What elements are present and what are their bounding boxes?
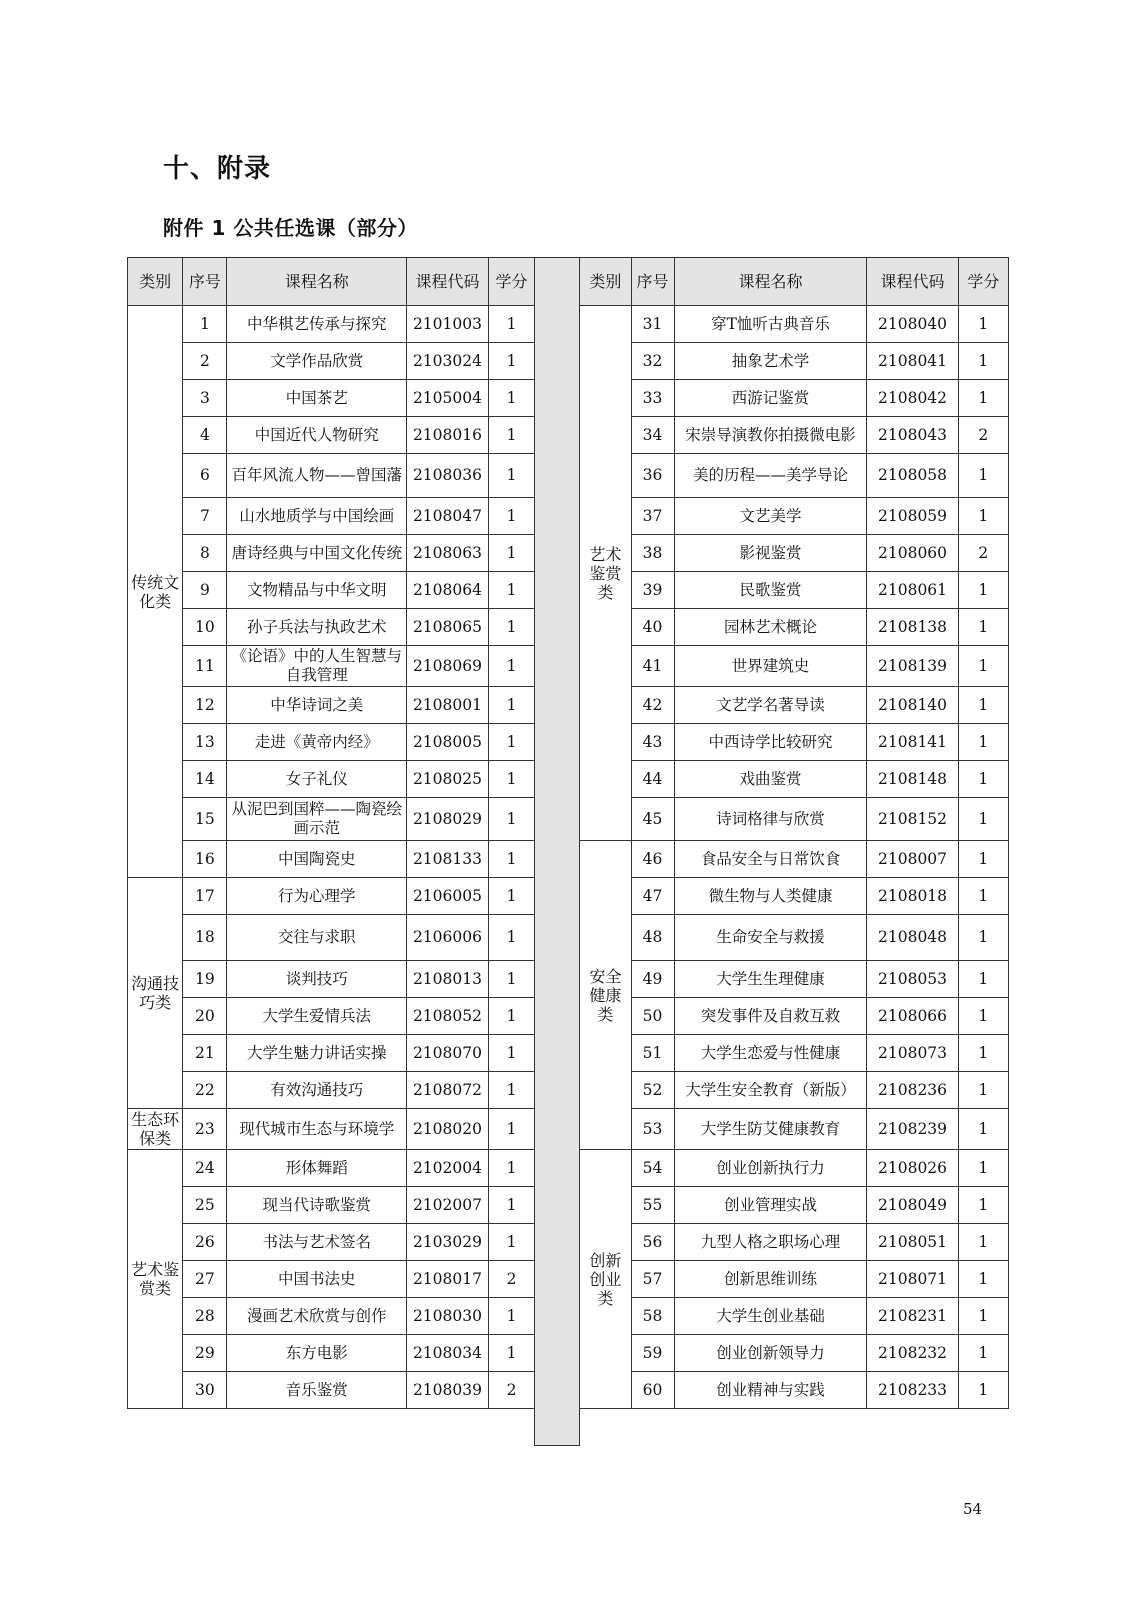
right-course-name: 宋崇导演教你拍摄微电影 <box>674 417 867 454</box>
left-course-code: 2108064 <box>406 572 488 609</box>
left-course-code: 2108072 <box>406 1072 488 1109</box>
right-course-name: 创业创新执行力 <box>674 1150 867 1187</box>
right-course-no: 55 <box>631 1187 674 1224</box>
left-course-code: 2108030 <box>406 1298 488 1335</box>
right-course-credit: 1 <box>958 306 1008 343</box>
left-course-code: 2102007 <box>406 1187 488 1224</box>
left-course-credit: 1 <box>488 1187 534 1224</box>
left-course-credit: 1 <box>488 915 534 961</box>
right-course-no: 49 <box>631 961 674 998</box>
left-course-credit: 1 <box>488 380 534 417</box>
left-course-code: 2108029 <box>406 798 488 841</box>
left-course-code: 2108001 <box>406 687 488 724</box>
right-course-credit: 1 <box>958 454 1008 498</box>
left-course-name: 孙子兵法与执政艺术 <box>227 609 406 646</box>
left-course-no: 21 <box>183 1035 227 1072</box>
left-course-credit: 1 <box>488 841 534 878</box>
left-course-no: 7 <box>183 498 227 535</box>
left-course-code: 2102004 <box>406 1150 488 1187</box>
left-course-no: 27 <box>183 1261 227 1298</box>
table-header-row <box>128 258 1009 306</box>
right-course-code: 2108140 <box>867 687 958 724</box>
left-course-name: 唐诗经典与中国文化传统 <box>227 535 406 572</box>
right-course-code: 2108231 <box>867 1298 958 1335</box>
left-course-no: 23 <box>183 1109 227 1150</box>
right-course-name: 突发事件及自救互救 <box>674 998 867 1035</box>
right-course-no: 44 <box>631 761 674 798</box>
left-course-credit: 1 <box>488 878 534 915</box>
header-category: 类别 <box>580 258 631 306</box>
left-course-code: 2103029 <box>406 1224 488 1261</box>
right-course-code: 2108141 <box>867 724 958 761</box>
left-course-code: 2106005 <box>406 878 488 915</box>
right-course-credit: 1 <box>958 724 1008 761</box>
left-category-cell: 生态环保类 <box>128 1109 183 1150</box>
header-course-name: 课程名称 <box>227 258 406 306</box>
column-gap <box>535 258 580 1446</box>
left-course-name: 中国茶艺 <box>227 380 406 417</box>
header-number: 序号 <box>183 258 227 306</box>
right-course-no: 59 <box>631 1335 674 1372</box>
left-course-code: 2108005 <box>406 724 488 761</box>
left-course-credit: 1 <box>488 1298 534 1335</box>
right-course-credit: 2 <box>958 417 1008 454</box>
left-course-code: 2108020 <box>406 1109 488 1150</box>
right-course-credit: 1 <box>958 1109 1008 1150</box>
right-course-no: 31 <box>631 306 674 343</box>
right-course-credit: 1 <box>958 998 1008 1035</box>
left-course-no: 11 <box>183 646 227 687</box>
left-course-name: 大学生魅力讲话实操 <box>227 1035 406 1072</box>
right-course-credit: 1 <box>958 915 1008 961</box>
right-course-name: 大学生恋爱与性健康 <box>674 1035 867 1072</box>
right-course-code: 2108138 <box>867 609 958 646</box>
right-course-no: 58 <box>631 1298 674 1335</box>
header-category: 类别 <box>128 258 183 306</box>
right-course-code: 2108152 <box>867 798 958 841</box>
right-course-credit: 1 <box>958 380 1008 417</box>
right-course-no: 52 <box>631 1072 674 1109</box>
left-course-credit: 1 <box>488 1072 534 1109</box>
left-course-code: 2108034 <box>406 1335 488 1372</box>
left-course-name: 中国书法史 <box>227 1261 406 1298</box>
right-course-name: 西游记鉴赏 <box>674 380 867 417</box>
right-course-name: 文艺美学 <box>674 498 867 535</box>
left-course-credit: 1 <box>488 798 534 841</box>
left-course-code: 2108025 <box>406 761 488 798</box>
right-course-code: 2108026 <box>867 1150 958 1187</box>
right-course-name: 创业精神与实践 <box>674 1372 867 1409</box>
right-course-no: 32 <box>631 343 674 380</box>
left-course-name: 中国近代人物研究 <box>227 417 406 454</box>
right-course-name: 美的历程——美学导论 <box>674 454 867 498</box>
right-course-name: 园林艺术概论 <box>674 609 867 646</box>
left-course-no: 3 <box>183 380 227 417</box>
right-course-code: 2108066 <box>867 998 958 1035</box>
right-course-name: 生命安全与救援 <box>674 915 867 961</box>
right-course-code: 2108042 <box>867 380 958 417</box>
left-course-no: 20 <box>183 998 227 1035</box>
left-course-credit: 1 <box>488 498 534 535</box>
left-course-no: 25 <box>183 1187 227 1224</box>
left-category-cell: 传统文化类 <box>128 306 183 878</box>
left-category-cell: 艺术鉴赏类 <box>128 1150 183 1409</box>
left-category-cell: 沟通技巧类 <box>128 878 183 1109</box>
left-course-credit: 1 <box>488 646 534 687</box>
right-course-code: 2108148 <box>867 761 958 798</box>
right-course-no: 60 <box>631 1372 674 1409</box>
right-category-cell: 安全健康类 <box>580 841 631 1150</box>
right-course-name: 九型人格之职场心理 <box>674 1224 867 1261</box>
right-course-name: 创新思维训练 <box>674 1261 867 1298</box>
left-course-name: 现当代诗歌鉴赏 <box>227 1187 406 1224</box>
left-course-credit: 1 <box>488 761 534 798</box>
left-course-name: 山水地质学与中国绘画 <box>227 498 406 535</box>
right-course-credit: 1 <box>958 1372 1008 1409</box>
right-course-credit: 1 <box>958 1187 1008 1224</box>
right-course-credit: 1 <box>958 841 1008 878</box>
right-course-name: 创业管理实战 <box>674 1187 867 1224</box>
right-course-no: 50 <box>631 998 674 1035</box>
right-course-name: 诗词格律与欣赏 <box>674 798 867 841</box>
right-course-code: 2108043 <box>867 417 958 454</box>
right-course-name: 创业创新领导力 <box>674 1335 867 1372</box>
left-course-code: 2108036 <box>406 454 488 498</box>
left-course-no: 16 <box>183 841 227 878</box>
attachment-title: 附件 1 公共任选课（部分） <box>163 216 418 240</box>
header-course-code: 课程代码 <box>867 258 958 306</box>
right-course-no: 48 <box>631 915 674 961</box>
right-course-code: 2108041 <box>867 343 958 380</box>
left-course-name: 中华诗词之美 <box>227 687 406 724</box>
right-course-credit: 1 <box>958 1150 1008 1187</box>
left-course-credit: 1 <box>488 417 534 454</box>
right-course-credit: 1 <box>958 1335 1008 1372</box>
right-course-name: 大学生防艾健康教育 <box>674 1109 867 1150</box>
right-course-no: 34 <box>631 417 674 454</box>
left-course-no: 14 <box>183 761 227 798</box>
left-course-code: 2108065 <box>406 609 488 646</box>
header-course-code: 课程代码 <box>406 258 488 306</box>
right-course-name: 抽象艺术学 <box>674 343 867 380</box>
header-credit: 学分 <box>958 258 1008 306</box>
left-course-no: 22 <box>183 1072 227 1109</box>
left-course-credit: 1 <box>488 724 534 761</box>
left-course-name: 漫画艺术欣赏与创作 <box>227 1298 406 1335</box>
right-course-credit: 1 <box>958 1035 1008 1072</box>
left-course-no: 24 <box>183 1150 227 1187</box>
table-body <box>128 258 1009 1446</box>
right-course-name: 世界建筑史 <box>674 646 867 687</box>
left-course-code: 2108069 <box>406 646 488 687</box>
right-course-no: 41 <box>631 646 674 687</box>
left-course-credit: 1 <box>488 1150 534 1187</box>
left-course-credit: 1 <box>488 1335 534 1372</box>
right-course-no: 37 <box>631 498 674 535</box>
right-course-name: 中西诗学比较研究 <box>674 724 867 761</box>
left-course-credit: 1 <box>488 609 534 646</box>
left-course-credit: 1 <box>488 998 534 1035</box>
elective-course-table <box>127 257 1009 1446</box>
right-course-code: 2108058 <box>867 454 958 498</box>
left-course-credit: 1 <box>488 961 534 998</box>
right-course-no: 33 <box>631 380 674 417</box>
right-course-name: 大学生安全教育（新版） <box>674 1072 867 1109</box>
right-course-credit: 1 <box>958 961 1008 998</box>
right-course-name: 大学生生理健康 <box>674 961 867 998</box>
right-course-code: 2108061 <box>867 572 958 609</box>
left-course-code: 2105004 <box>406 380 488 417</box>
left-course-no: 19 <box>183 961 227 998</box>
left-course-no: 6 <box>183 454 227 498</box>
right-course-credit: 1 <box>958 761 1008 798</box>
left-course-code: 2101003 <box>406 306 488 343</box>
left-course-no: 18 <box>183 915 227 961</box>
right-course-code: 2108048 <box>867 915 958 961</box>
left-course-name: 走进《黄帝内经》 <box>227 724 406 761</box>
header-course-name: 课程名称 <box>674 258 867 306</box>
left-course-name: 百年风流人物——曾国藩 <box>227 454 406 498</box>
right-course-credit: 1 <box>958 798 1008 841</box>
left-course-name: 中华棋艺传承与探究 <box>227 306 406 343</box>
right-course-name: 民歌鉴赏 <box>674 572 867 609</box>
left-course-name: 书法与艺术签名 <box>227 1224 406 1261</box>
left-course-code: 2108039 <box>406 1372 488 1409</box>
left-course-credit: 1 <box>488 1109 534 1150</box>
right-category-cell: 艺术鉴赏类 <box>580 306 631 841</box>
left-course-no: 4 <box>183 417 227 454</box>
left-course-code: 2106006 <box>406 915 488 961</box>
right-course-credit: 1 <box>958 1261 1008 1298</box>
left-course-credit: 1 <box>488 572 534 609</box>
left-course-code: 2108013 <box>406 961 488 998</box>
left-course-no: 13 <box>183 724 227 761</box>
left-course-no: 9 <box>183 572 227 609</box>
left-course-no: 8 <box>183 535 227 572</box>
left-course-code: 2108052 <box>406 998 488 1035</box>
right-course-credit: 1 <box>958 609 1008 646</box>
right-course-name: 文艺学名著导读 <box>674 687 867 724</box>
right-course-code: 2108233 <box>867 1372 958 1409</box>
left-course-credit: 2 <box>488 1372 534 1409</box>
right-course-credit: 1 <box>958 646 1008 687</box>
left-course-no: 15 <box>183 798 227 841</box>
right-course-no: 47 <box>631 878 674 915</box>
left-course-name: 文学作品欣赏 <box>227 343 406 380</box>
left-course-credit: 1 <box>488 1035 534 1072</box>
left-course-no: 2 <box>183 343 227 380</box>
right-course-no: 36 <box>631 454 674 498</box>
left-course-name: 形体舞蹈 <box>227 1150 406 1187</box>
left-course-credit: 1 <box>488 306 534 343</box>
section-heading: 十、附录 <box>163 154 272 184</box>
left-course-name: 行为心理学 <box>227 878 406 915</box>
header-number: 序号 <box>631 258 674 306</box>
left-course-code: 2103024 <box>406 343 488 380</box>
left-course-credit: 1 <box>488 535 534 572</box>
right-course-code: 2108073 <box>867 1035 958 1072</box>
right-course-no: 40 <box>631 609 674 646</box>
right-course-credit: 1 <box>958 498 1008 535</box>
right-course-code: 2108051 <box>867 1224 958 1261</box>
right-course-code: 2108060 <box>867 535 958 572</box>
left-course-name: 文物精品与中华文明 <box>227 572 406 609</box>
right-course-credit: 1 <box>958 572 1008 609</box>
right-course-credit: 2 <box>958 535 1008 572</box>
right-course-no: 38 <box>631 535 674 572</box>
left-course-no: 28 <box>183 1298 227 1335</box>
right-course-credit: 1 <box>958 878 1008 915</box>
right-course-code: 2108053 <box>867 961 958 998</box>
left-course-credit: 1 <box>488 454 534 498</box>
left-course-name: 东方电影 <box>227 1335 406 1372</box>
right-category-cell: 创新创业类 <box>580 1150 631 1409</box>
left-course-name: 大学生爱情兵法 <box>227 998 406 1035</box>
left-course-code: 2108133 <box>406 841 488 878</box>
right-course-code: 2108071 <box>867 1261 958 1298</box>
right-course-no: 39 <box>631 572 674 609</box>
right-course-code: 2108139 <box>867 646 958 687</box>
right-course-no: 51 <box>631 1035 674 1072</box>
right-course-credit: 1 <box>958 687 1008 724</box>
right-course-name: 影视鉴赏 <box>674 535 867 572</box>
right-course-name: 食品安全与日常饮食 <box>674 841 867 878</box>
left-course-credit: 1 <box>488 687 534 724</box>
left-course-name: 交往与求职 <box>227 915 406 961</box>
right-course-credit: 1 <box>958 343 1008 380</box>
right-course-no: 56 <box>631 1224 674 1261</box>
right-course-name: 微生物与人类健康 <box>674 878 867 915</box>
left-course-name: 女子礼仪 <box>227 761 406 798</box>
right-course-no: 46 <box>631 841 674 878</box>
right-course-no: 54 <box>631 1150 674 1187</box>
right-course-no: 57 <box>631 1261 674 1298</box>
right-course-code: 2108040 <box>867 306 958 343</box>
right-course-no: 45 <box>631 798 674 841</box>
right-course-code: 2108232 <box>867 1335 958 1372</box>
left-course-name: 从泥巴到国粹——陶瓷绘画示范 <box>227 798 406 841</box>
right-course-code: 2108018 <box>867 878 958 915</box>
right-course-no: 53 <box>631 1109 674 1150</box>
left-course-credit: 2 <box>488 1261 534 1298</box>
right-course-no: 42 <box>631 687 674 724</box>
right-course-code: 2108049 <box>867 1187 958 1224</box>
right-course-code: 2108007 <box>867 841 958 878</box>
header-credit: 学分 <box>488 258 534 306</box>
right-course-no: 43 <box>631 724 674 761</box>
right-course-credit: 1 <box>958 1072 1008 1109</box>
left-course-name: 谈判技巧 <box>227 961 406 998</box>
right-course-name: 穿T恤听古典音乐 <box>674 306 867 343</box>
left-course-name: 中国陶瓷史 <box>227 841 406 878</box>
right-course-name: 大学生创业基础 <box>674 1298 867 1335</box>
right-course-code: 2108236 <box>867 1072 958 1109</box>
left-course-code: 2108070 <box>406 1035 488 1072</box>
right-course-code: 2108239 <box>867 1109 958 1150</box>
left-course-name: 音乐鉴赏 <box>227 1372 406 1409</box>
left-course-code: 2108017 <box>406 1261 488 1298</box>
left-course-credit: 1 <box>488 1224 534 1261</box>
left-course-code: 2108016 <box>406 417 488 454</box>
left-course-credit: 1 <box>488 343 534 380</box>
left-course-name: 有效沟通技巧 <box>227 1072 406 1109</box>
left-course-no: 12 <box>183 687 227 724</box>
left-course-name: 《论语》中的人生智慧与自我管理 <box>227 646 406 687</box>
left-course-no: 1 <box>183 306 227 343</box>
right-course-name: 戏曲鉴赏 <box>674 761 867 798</box>
left-course-no: 10 <box>183 609 227 646</box>
right-course-credit: 1 <box>958 1224 1008 1261</box>
page-number: 54 <box>963 1500 983 1518</box>
left-course-code: 2108047 <box>406 498 488 535</box>
left-course-name: 现代城市生态与环境学 <box>227 1109 406 1150</box>
left-course-no: 17 <box>183 878 227 915</box>
left-course-no: 30 <box>183 1372 227 1409</box>
left-course-no: 26 <box>183 1224 227 1261</box>
left-course-no: 29 <box>183 1335 227 1372</box>
right-course-credit: 1 <box>958 1298 1008 1335</box>
right-course-code: 2108059 <box>867 498 958 535</box>
left-course-code: 2108063 <box>406 535 488 572</box>
